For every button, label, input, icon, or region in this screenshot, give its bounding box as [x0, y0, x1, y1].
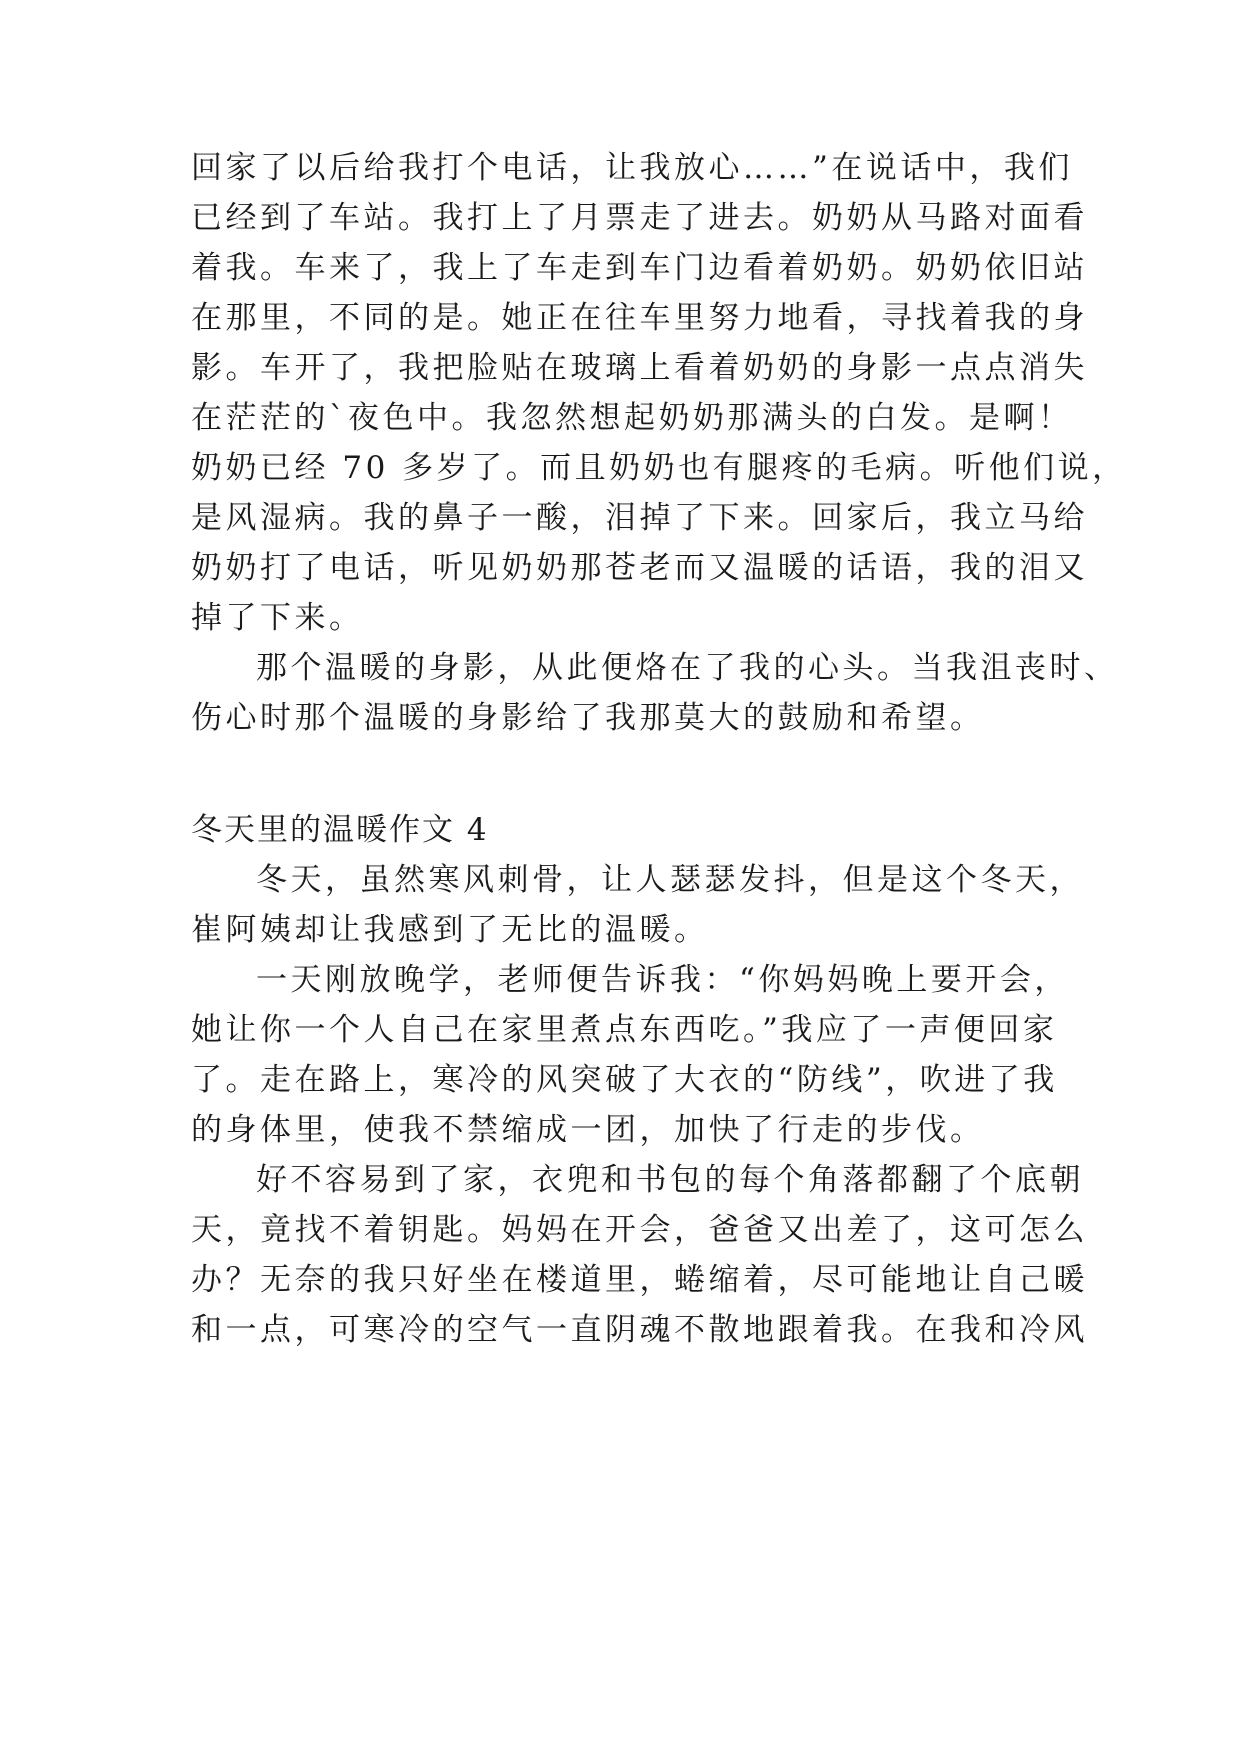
text-line: 崔阿姨却让我感到了无比的温暖。	[191, 912, 709, 948]
text-line: 天，竟找不着钥匙。妈妈在开会，爸爸又出差了，这可怎么	[191, 1212, 1088, 1248]
text-line: 一天刚放晚学，老师便告诉我：“你妈妈晚上要开会，	[256, 962, 1069, 998]
section-title: 冬天里的温暖作文 4	[191, 812, 489, 848]
text-line: 冬天，虽然寒风刺骨，让人瑟瑟发抖，但是这个冬天，	[256, 862, 1084, 898]
text-line: 是风湿病。我的鼻子一酸，泪掉了下来。回家后，我立马给	[191, 500, 1088, 536]
text-line: 在茫茫的`夜色中。我忽然想起奶奶那满头的白发。是啊！	[191, 400, 1073, 436]
text-line: 的身体里，使我不禁缩成一团，加快了行走的步伐。	[191, 1112, 985, 1148]
text-line: 回家了以后给我打个电话，让我放心……”在说话中，我们	[191, 150, 1073, 186]
text-line: 已经到了车站。我打上了月票走了进去。奶奶从马路对面看	[191, 200, 1088, 236]
text-line: 了。走在路上，寒冷的风突破了大衣的“防线”，吹进了我	[191, 1062, 1058, 1098]
text-line: 好不容易到了家，衣兜和书包的每个角落都翻了个底朝	[256, 1162, 1084, 1198]
text-line: 在那里，不同的是。她正在往车里努力地看，寻找着我的身	[191, 300, 1088, 336]
text-line: 奶奶已经 70 多岁了。而且奶奶也有腿疼的毛病。听他们说，	[191, 450, 1127, 486]
text-line: 伤心时那个温暖的身影给了我那莫大的鼓励和希望。	[191, 700, 985, 736]
text-line: 和一点，可寒冷的空气一直阴魂不散地跟着我。在我和冷风	[191, 1312, 1088, 1348]
text-line: 她让你一个人自己在家里煮点东西吃。”我应了一声便回家	[191, 1012, 1058, 1048]
text-line: 掉了下来。	[191, 600, 364, 636]
text-line: 奶奶打了电话，听见奶奶那苍老而又温暖的话语，我的泪又	[191, 550, 1088, 586]
text-line: 影。车开了，我把脸贴在玻璃上看着奶奶的身影一点点消失	[191, 350, 1088, 386]
text-line: 那个温暖的身影，从此便烙在了我的心头。当我沮丧时、	[256, 650, 1119, 686]
text-line: 着我。车来了，我上了车走到车门边看着奶奶。奶奶依旧站	[191, 250, 1088, 286]
text-line: 办？无奈的我只好坐在楼道里，蜷缩着，尽可能地让自己暖	[191, 1262, 1088, 1298]
